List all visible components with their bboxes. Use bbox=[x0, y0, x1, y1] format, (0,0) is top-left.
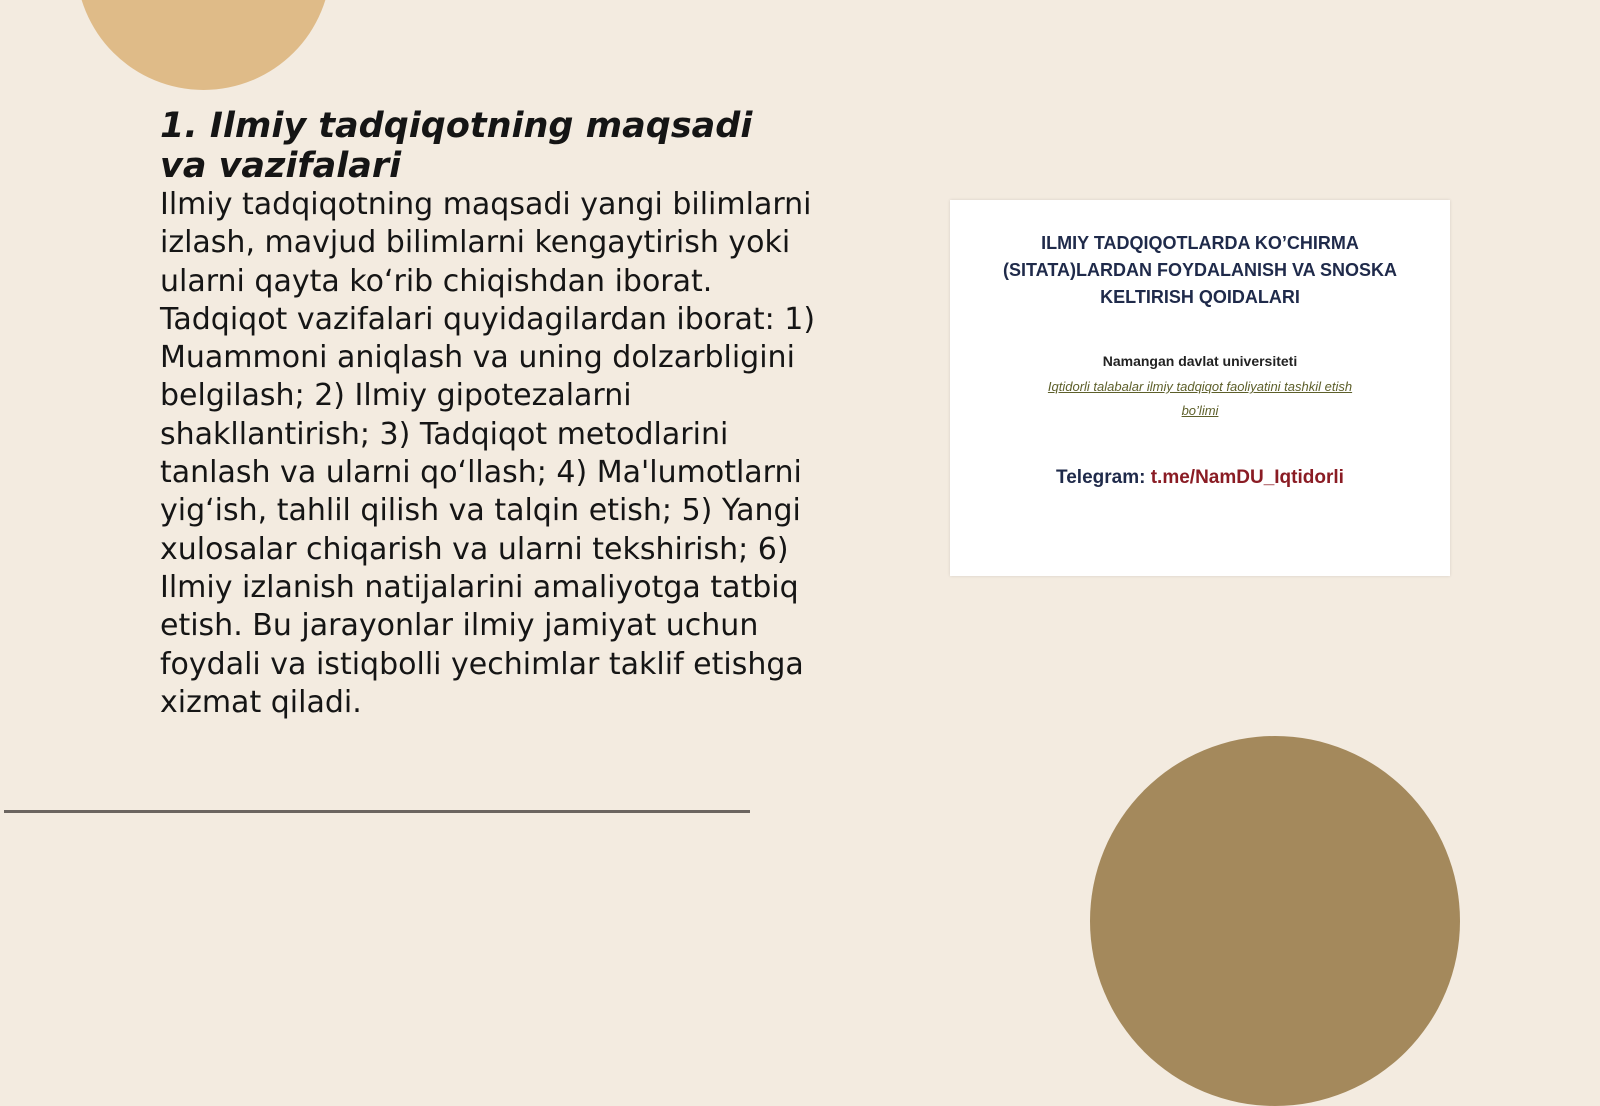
card-telegram-line bbox=[950, 467, 1450, 489]
slide-body-text: Ilmiy tadqiqotning maqsadi yangi bilimlarni izlash, mavjud bilimlarni kengaytirish yoki ularni qayta ko‘rib chiqishdan iborat. Tadqiqot vazifalari quyidagilardan iborat: 1) Muammoni aniqlash va uning dolzarbligini belgilash; 2) Ilmiy gipotezalarni shakllantirish; 3) Tadqiqot metodlarini tanlash va ularni qo‘llash; 4) Ma'lumotlarni yig‘ish, tahlil qilish va talqin etish; 5) Yangi xulosalar chiqarish va ularni tekshirish; 6) Ilmiy izlanish natijalarini amaliyotga tatbiq etish. Bu jarayonlar ilmiy jamiyat uchun foydali va istiqbolli yechimlar taklif etishga xizmat qiladi. bbox=[160, 187, 816, 720]
card-university: Namangan davlat universiteti bbox=[1102, 353, 1298, 369]
telegram-link[interactable]: t.me/NamDU_Iqtidorli bbox=[1150, 467, 1344, 488]
document-preview-card bbox=[950, 200, 1450, 576]
telegram-label: Telegram: bbox=[1056, 467, 1146, 488]
card-department: Iqtidorli talabalar ilmiy tadqiqot faoliyatini tashkil etish bo’limi bbox=[1047, 379, 1353, 418]
decorative-circle-bottom bbox=[1090, 736, 1460, 1106]
horizontal-divider bbox=[4, 810, 750, 813]
card-title: ILMIY TADQIQOTLARDA KO’CHIRMA (SITATA)LARDAN FOYDALANISH VA SNOSKA KELTIRISH QOIDALARI bbox=[1003, 233, 1397, 307]
decorative-circle-top bbox=[76, 0, 331, 90]
slide-title: 1. Ilmiy tadqiqotning maqsadi va vazifalari bbox=[160, 106, 753, 186]
